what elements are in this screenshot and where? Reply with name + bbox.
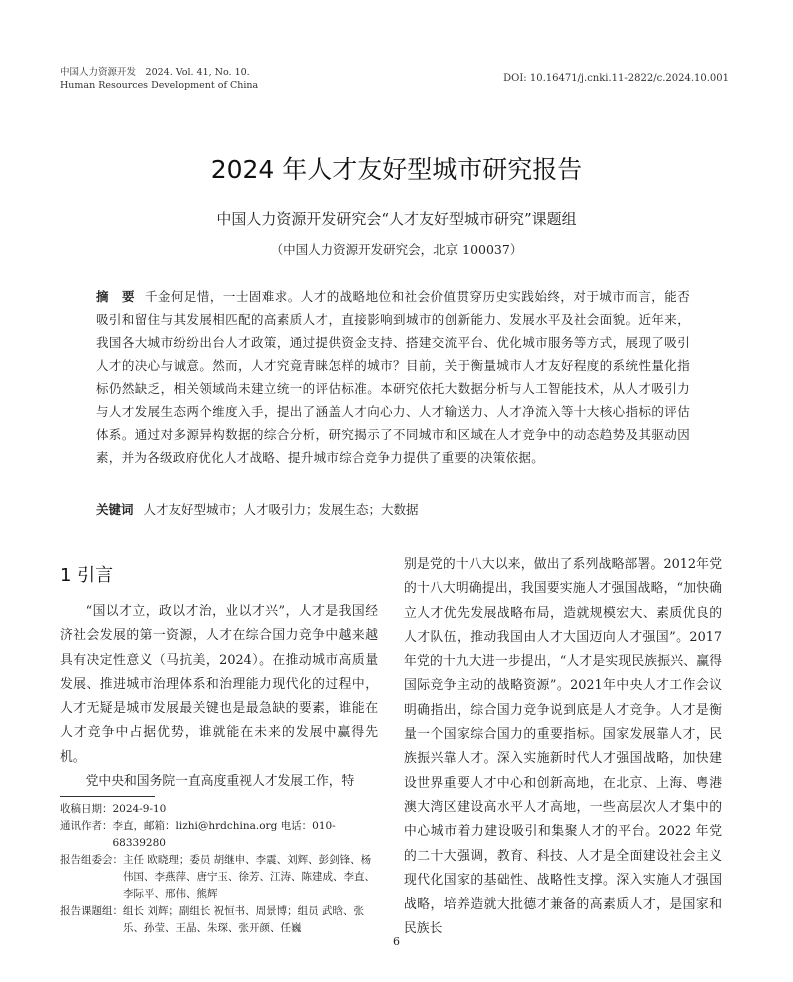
section-heading: 1 引言 — [60, 565, 114, 586]
footnote: 通讯作者： 李直，邮箱：lizhi@hrdchina.org 电话：010-68339280 — [60, 820, 336, 849]
footnote: 收稿日期： 2024-9-10 — [60, 803, 167, 815]
body-column-right — [404, 553, 722, 942]
paper-title: 2024 年人才友好型城市研究报告 — [210, 155, 583, 184]
footnotes — [60, 801, 380, 937]
keywords-text: 人才友好型城市；人才吸引力；发展生态；大数据 — [143, 502, 419, 517]
page-number: 6 — [393, 935, 400, 948]
journal-name-cn: 中国人力资源开发 — [60, 67, 137, 78]
journal-header — [60, 66, 258, 92]
abstract-text: 千金何足惜，一士固难求。人才的战略地位和社会价值贯穿历史实践始终，对于城市而言，能否吸引和留住与其发展相匹配的高素质人才，直接影响到城市的创新能力、发展水平及社会面貌。近年来，我国各大城市纷纷出台人才政策，通过提供资金支持、搭建交流平台、优化城市服务等方式，展现了吸引人才的决心与诚意。然而，人才究竟青睐怎样的城市？目前，关于衡量城市人才友好程度的系统性量化指标仍然缺乏，相关领域尚未建立统一的评估标准。本研究依托大数据分析与人工智能技术，从人才吸引力与人才发展生态两个维度入手，提出了涵盖人才向心力、人才输送力、人才净流入等十大核心指标的评估体系。通过对多源异构数据的综合分析，研究揭示了不同城市和区域在人才竞争中的动态趋势及其驱动因素，并为各级政府优化人才战略、提升城市综合竞争力提供了重要的决策依据。 — [96, 289, 690, 465]
paragraph: 党中央和国务院一直高度重视人才发展工作，特 — [85, 774, 355, 790]
keywords-label: 关键词 — [96, 502, 134, 517]
body-column-left — [60, 600, 378, 794]
footnote: 报告组委会： 主任 欧晓理；委员 胡继申、李震、刘辉、彭剑锋、杨伟国、李燕萍、唐宁玉、徐芳、江涛、陈建成、李直、李际平、邢伟、熊辉 — [60, 854, 375, 900]
abstract — [96, 285, 690, 469]
paragraph: 别是党的十八大以来，做出了系列战略部署。2012年党的十八大明确提出，我国要实施人才强国战略，“加快确立人才优先发展战略布局，造就规模宏大、素质优良的人才队伍，推动我国由人才大国迈向人才强国”。2017年党的十九大进一步提出，“人才是实现民族振兴、赢得国际竞争主动的战略资源”。2021年中央人才工作会议明确指出，综合国力竞争说到底是人才竞争。人才是衡量一个国家综合国力的重要指标。国家发展靠人才，民族振兴靠人才。深入实施新时代人才强国战略，加快建设世界重要人才中心和创新高地，在北京、上海、粤港澳大湾区建设高水平人才高地，一些高层次人才集中的中心城市着力建设吸引和集聚人才的平台。2022 年党的二十大强调，教育、科技、人才是全面建设社会主义现代化国家的基础性、战略性支撑。深入实施人才强国战略，培养造就大批德才兼备的高素质人才，是国家和民族长 — [404, 557, 722, 937]
footnote-divider — [60, 796, 155, 797]
doi: DOI: 10.16471/j.cnki.11-2822/c.2024.10.001 — [503, 73, 729, 84]
keywords — [96, 500, 690, 518]
journal-name-en: Human Resources Development of China — [60, 80, 259, 91]
paragraph: “国以才立，政以才治，业以才兴”，人才是我国经济社会发展的第一资源，人才在综合国力竞争中越来越具有决定性意义（马抗美，2024）。在推动城市高质量发展、推进城市治理体系和治理能力现代化的过程中，人才无疑是城市发展最关键也是最急缺的要素，谁能在人才竞争中占据优势，谁就能在未来的发展中赢得先机。 — [60, 604, 378, 765]
footnote: 报告课题组： 组长 刘辉；副组长 祝恒书、周景博；组员 武晗、张乐、孙莹、王晶、朱琛、张开颜、任巍 — [60, 905, 365, 934]
paper-authors: 中国人力资源开发研究会“人才友好型城市研究”课题组 — [216, 210, 577, 228]
paper-affiliation: （中国人力资源开发研究会，北京 100037） — [270, 242, 523, 257]
abstract-label: 摘 要 — [96, 289, 135, 304]
journal-issue: 2024. Vol. 41, No. 10. — [145, 67, 250, 78]
